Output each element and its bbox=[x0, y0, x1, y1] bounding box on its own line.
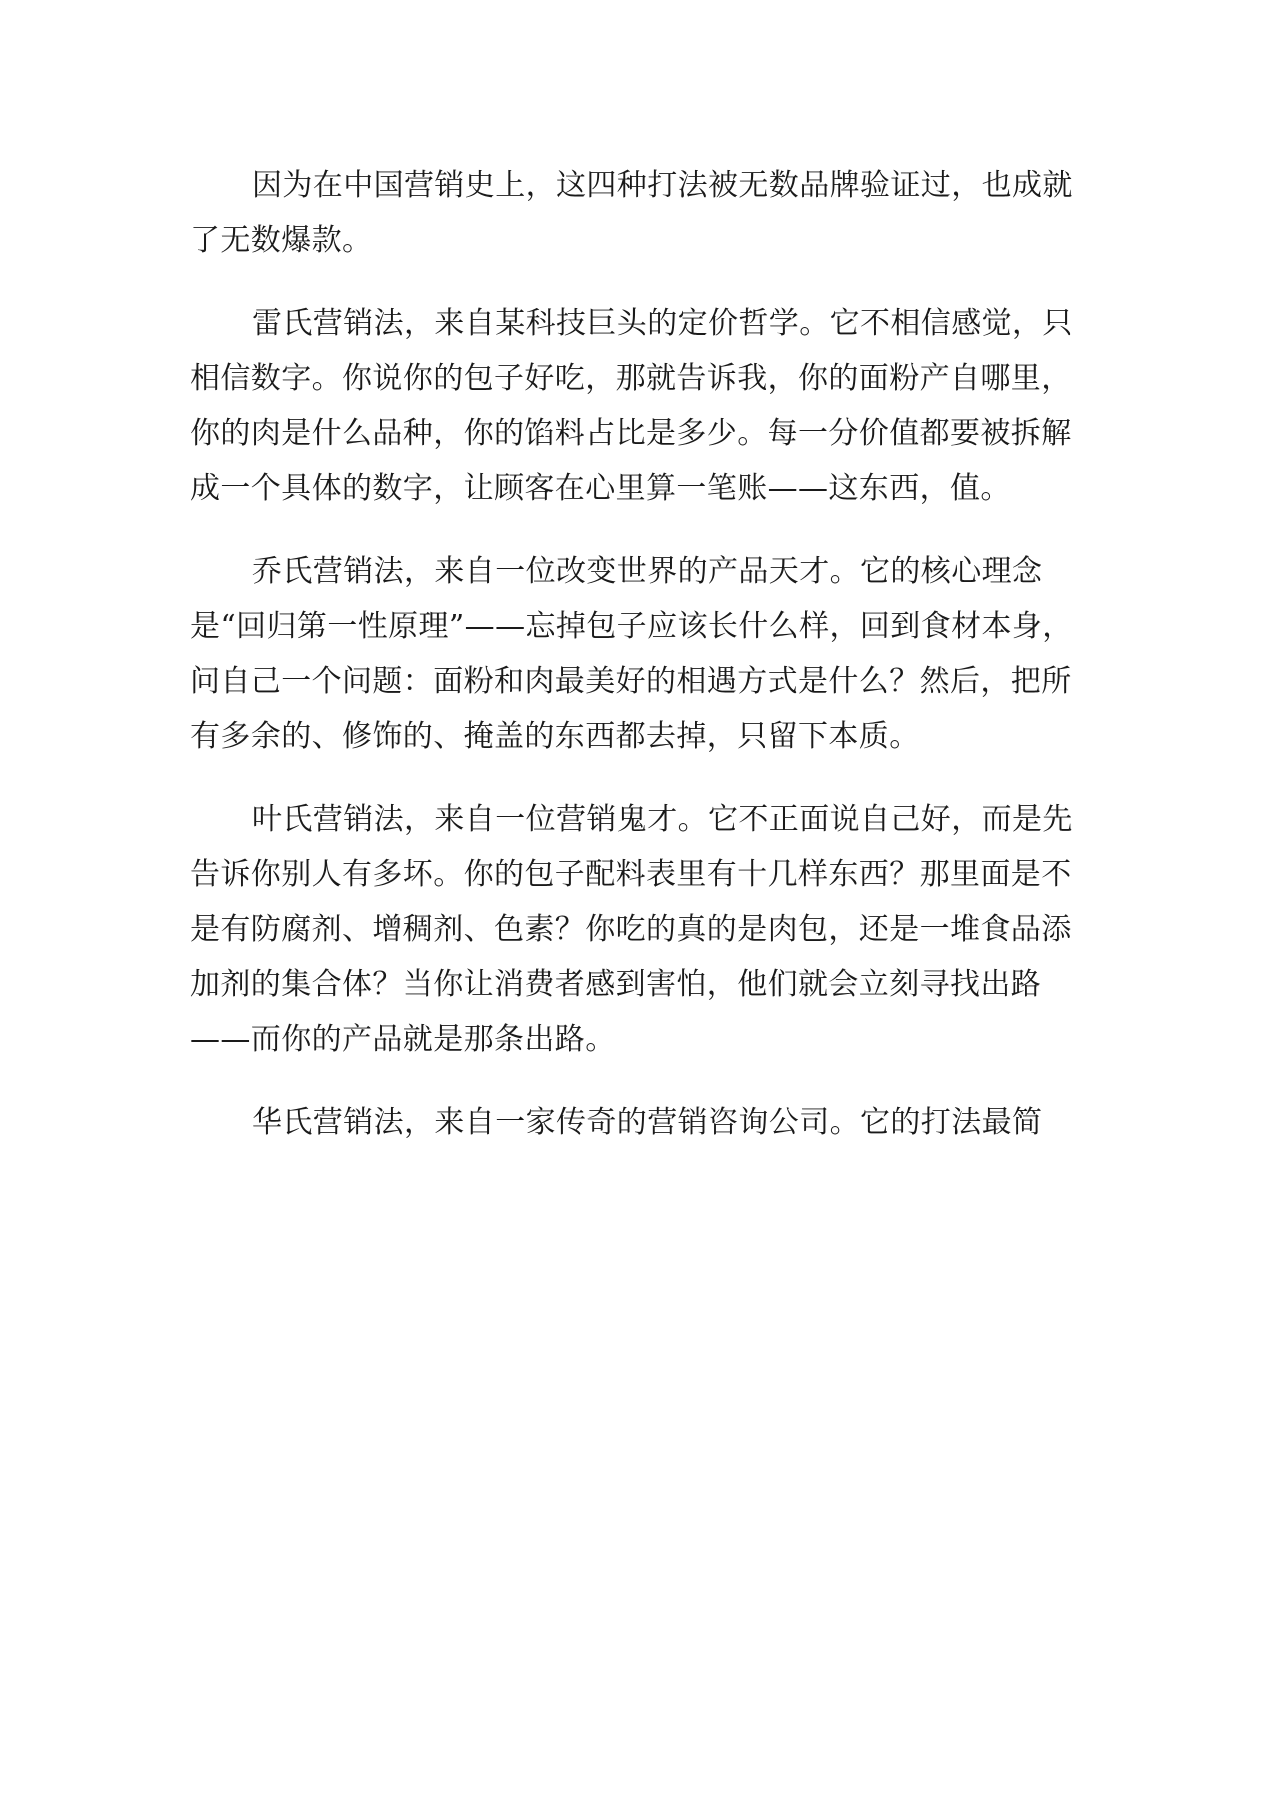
paragraph-hua-method: 华氏营销法，来自一家传奇的营销咨询公司。它的打法最简 bbox=[252, 1105, 1043, 1140]
paragraph-ye-method: 叶氏营销法，来自一位营销鬼才。它不正面说自己好，而是先告诉你别人有多坏。你的包子配料表里有十几样东西？那里面是不是有防腐剂、增稠剂、色素？你吃的真的是肉包，还是一堆食品添加剂的集合体？当你让消费者感到害怕，他们就会立刻寻找出路——而你的产品就是那条出路。 bbox=[190, 802, 1073, 1057]
document-body bbox=[190, 158, 1080, 1178]
paragraph-lei-method: 雷氏营销法，来自某科技巨头的定价哲学。它不相信感觉，只相信数字。你说你的包子好吃，那就告诉我，你的面粉产自哪里，你的肉是什么品种，你的馅料占比是多少。每一分价值都要被拆解成一个具体的数字，让顾客在心里算一笔账——这东西，值。 bbox=[190, 306, 1073, 506]
paragraph-qiao-method: 乔氏营销法，来自一位改变世界的产品天才。它的核心理念是“回归第一性原理”——忘掉包子应该长什么样，回到食材本身，问自己一个问题：面粉和肉最美好的相遇方式是什么？然后，把所有多余的、修饰的、掩盖的东西都去掉，只留下本质。 bbox=[190, 554, 1073, 754]
paragraph-intro: 因为在中国营销史上，这四种打法被无数品牌验证过，也成就了无数爆款。 bbox=[190, 168, 1073, 258]
